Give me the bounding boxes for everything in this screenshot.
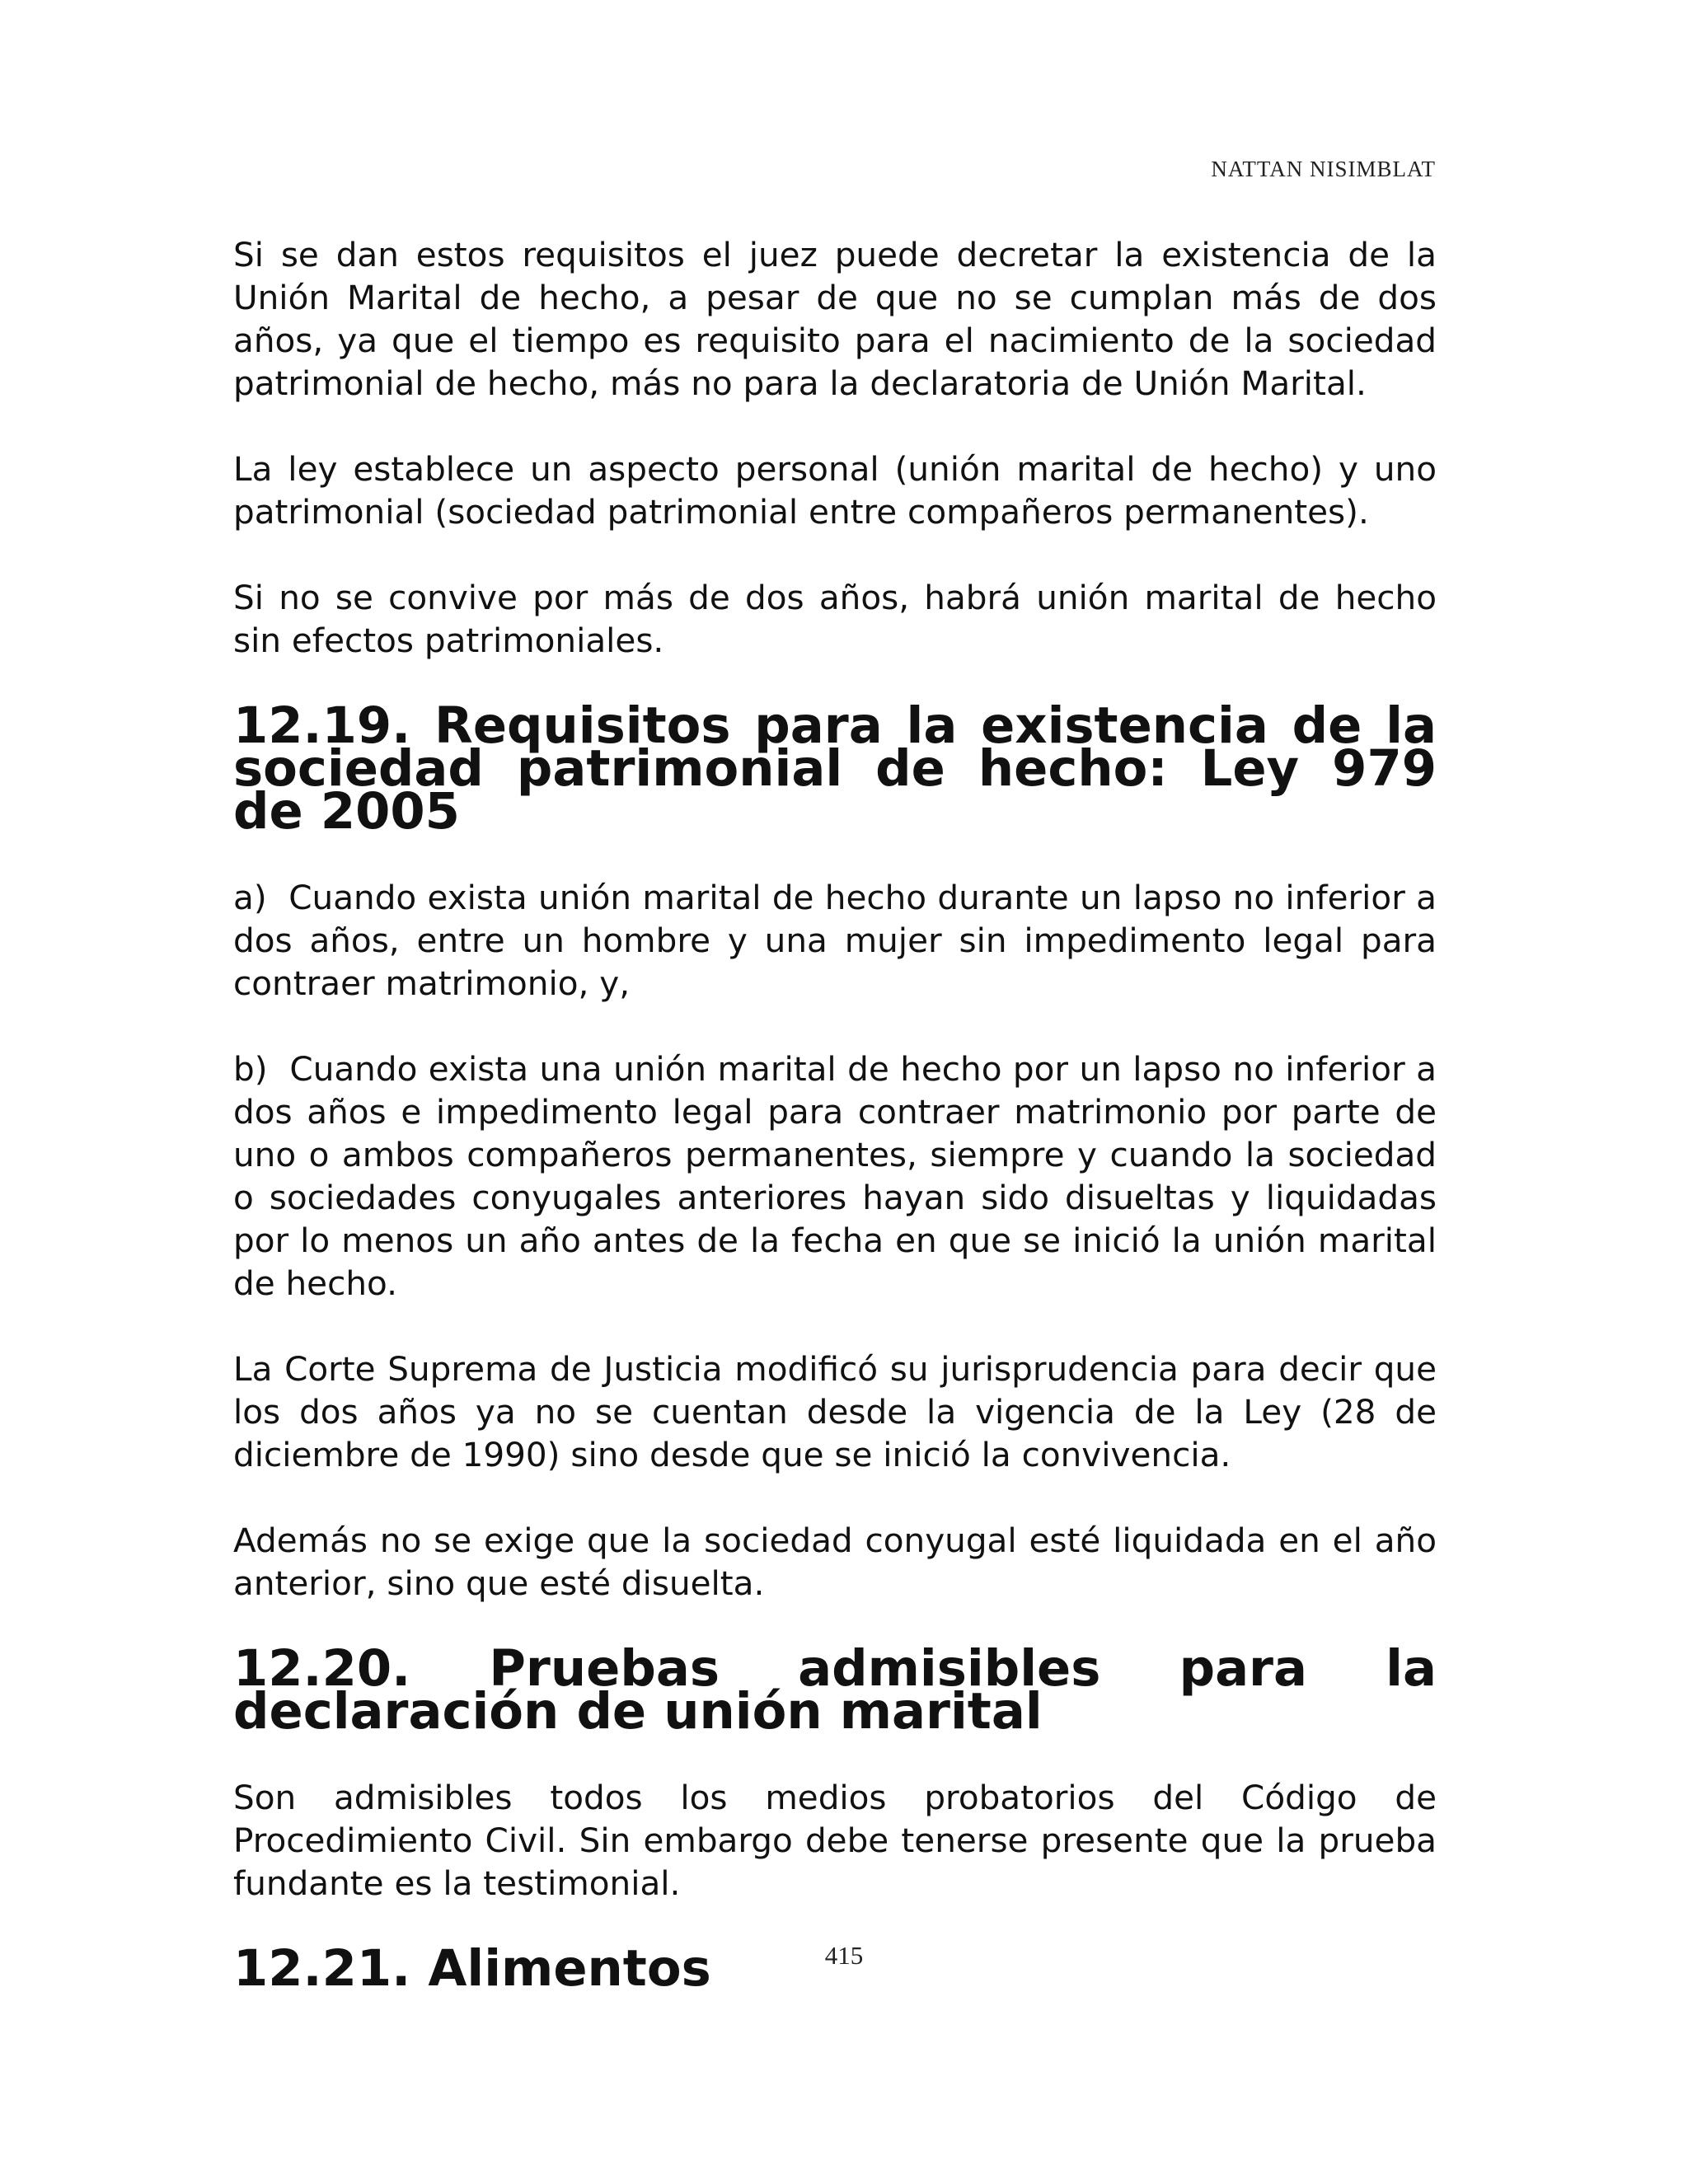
running-header-author: NATTAN NISIMBLAT xyxy=(1211,157,1436,181)
list-item-a-text: Cuando exista unión marital de hecho durante un lapso no inferior a dos años, entre un hombre y una mujer sin impedimento legal para contraer matrimonio, y, xyxy=(233,878,1437,1003)
page-body xyxy=(233,233,1437,2033)
page-number: 415 xyxy=(824,1941,864,1970)
list-marker-b: b) xyxy=(233,1049,268,1089)
section-heading-12-21: 12.21. Alimentos xyxy=(233,1940,711,1998)
paragraph-medios-probatorios: Son admisibles todos los medios probatorios del Código de Procedimiento Civil. Sin embargo debe tenerse presente que la prueba fundante es la testimonial. xyxy=(233,1778,1437,1903)
section-heading-12-20: 12.20. Pruebas admisibles para la declaración de unión marital xyxy=(233,1640,1437,1741)
paragraph-corte-suprema: La Corte Suprema de Justicia modificó su jurisprudencia para decir que los dos años ya no se cuentan desde la vigencia de la Ley (28 de diciembre de 1990) sino desde que se inició la convivencia. xyxy=(233,1349,1437,1474)
paragraph-sociedad-conyugal: Además no se exige que la sociedad conyugal esté liquidada en el año anterior, sino que esté disuelta. xyxy=(233,1521,1437,1603)
list-item-b-text: Cuando exista una unión marital de hecho por un lapso no inferior a dos años e impedimento legal para contraer matrimonio por parte de uno o ambos compañeros permanentes, siempre y cuando la sociedad o sociedades conyugales anteriores hayan sido disueltas y liquidadas por lo menos un año antes de la fecha en que se inició la unión marital de hecho. xyxy=(233,1049,1437,1303)
list-item-a xyxy=(233,876,1437,1005)
section-heading-12-19: 12.19. Requisitos para la existencia de la sociedad patrimonial de hecho: Ley 979 de 2005 xyxy=(233,697,1437,841)
paragraph-aspecto-personal: La ley establece un aspecto personal (unión marital de hecho) y uno patrimonial (sociedad patrimonial entre compañeros permanentes). xyxy=(233,449,1437,532)
paragraph-sin-efectos-patrimoniales: Si no se convive por más de dos años, habrá unión marital de hecho sin efectos patrimoniales. xyxy=(233,578,1437,660)
paragraph-requisitos-juez: Si se dan estos requisitos el juez puede decretar la existencia de la Unión Marital de hecho, a pesar de que no se cumplan más de dos años, ya que el tiempo es requisito para el nacimiento de la sociedad patrimonial de hecho, más no para la declaratoria de Unión Marital. xyxy=(233,235,1437,403)
list-marker-a: a) xyxy=(233,878,267,917)
list-item-b xyxy=(233,1047,1437,1305)
